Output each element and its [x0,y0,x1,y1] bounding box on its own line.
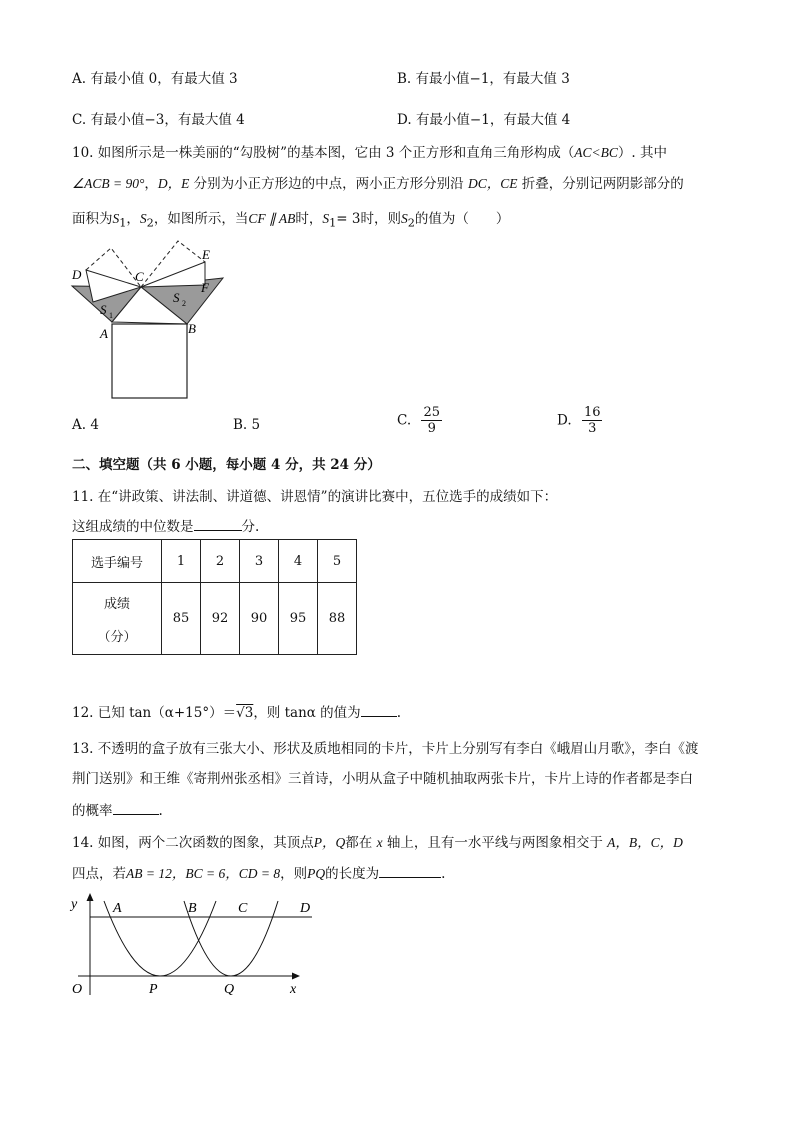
table-cell: 88 [318,583,357,655]
q13-line-1: 13. 不透明的盒子放有三张大小、形状及质地相同的卡片，卡片上分别写有李白《峨眉山月歌》，李白《渡 [72,741,699,757]
score-table [72,539,357,655]
label-f: F [201,280,209,295]
section-2-heading: 二、填空题（共 6 小题，每小题 4 分，共 24 分） [72,457,381,473]
x-axis-arrow [292,973,300,980]
table-cell: 1 [162,540,201,583]
label-q: Q [224,982,235,997]
q14-parabola-graph [68,893,318,1001]
table-header-score: 成绩 （分） [73,583,162,655]
label-d: D [72,267,82,282]
q14-line-2: 四点，若AB = 12，BC = 6，CD = 8，则PQ的长度为 . [72,862,445,882]
q10-option-a: A. 4 [72,417,99,433]
label-a: A [113,901,122,916]
label-c: C [238,901,248,916]
q10-option-c: C. $\frac{25}{9}$ [397,405,440,436]
table-header-id: 选手编号 [73,540,162,583]
label-s2: S [173,290,180,305]
q12-line: 12. 已知 tan（α+15°）＝√3，则 tanα 的值为 . [72,701,401,721]
q10-option-d: D. $\frac{16}{3}$ [557,405,601,436]
label-e: E [202,247,210,262]
table-cell: 5 [318,540,357,583]
table-cell: 95 [279,583,318,655]
table-row [73,583,357,655]
pythagoras-tree-figure [66,236,236,404]
table-cell: 2 [201,540,240,583]
table-cell: 4 [279,540,318,583]
label-b: B [188,321,196,336]
q13-line-3: 的概率 . [72,799,163,819]
q9-option-a: A. 有最小值 0，有最大值 3 [72,71,238,87]
q9-option-d: D. 有最小值−1，有最大值 4 [397,112,571,128]
q9-option-b: B. 有最小值−1，有最大值 3 [397,71,570,87]
q10-line-2: ∠ACB = 90°，D，E 分别为小正方形边的中点，两小正方形分别沿 DC，CE 折叠，分别记两阴影部分的 [72,176,684,192]
q11-line-1: 11. 在“讲政策、讲法制、讲道德、讲恩情”的演讲比赛中，五位选手的成绩如下： [72,489,558,505]
q9-option-c: C. 有最小值−3，有最大值 4 [72,112,245,128]
label-d: D [300,901,311,916]
label-s1-sub: 1 [109,311,113,320]
label-s2-sub: 2 [182,299,186,308]
label-y: y [71,897,78,912]
label-x: x [290,982,297,997]
q13-answer-blank [113,800,159,815]
label-s1: S [100,302,107,317]
label-p: P [149,982,158,997]
label-a: A [100,326,108,341]
y-axis-arrow [87,893,94,901]
q10-line-3: 面积为$S_1$，$S_2$，如图所示，当CF ∥ AB时，$S_1= 3$时，则$S_2$的值为（ ） [72,211,510,230]
q12-answer-blank [361,702,397,717]
q11-answer-blank [194,516,242,531]
q10-option-b: B. 5 [233,417,261,433]
q13-line-2: 荆门送别》和王维《寄荆州张丞相》三首诗，小明从盒子中随机抽取两张卡片，卡片上诗的作者都是李白 [72,771,693,787]
label-b: B [188,901,197,916]
q14-line-1: 14. 如图，两个二次函数的图象，其顶点P，Q都在 x 轴上，且有一水平线与两图象相交于 A，B，C，D [72,835,683,851]
parabola-q [184,901,278,976]
q10-line-1: 10. 如图所示是一株美丽的“勾股树”的基本图，它由 3 个正方形和直角三角形构成（AC<BC）. 其中 [72,145,667,161]
large-square [112,324,187,398]
table-cell: 85 [162,583,201,655]
q14-answer-blank [379,863,441,878]
table-cell: 92 [201,583,240,655]
table-cell: 3 [240,540,279,583]
q11-line-2: 这组成绩的中位数是 分. [72,515,259,535]
label-c: C [135,269,144,284]
label-o: O [72,982,83,997]
table-row [73,540,357,583]
table-cell: 90 [240,583,279,655]
